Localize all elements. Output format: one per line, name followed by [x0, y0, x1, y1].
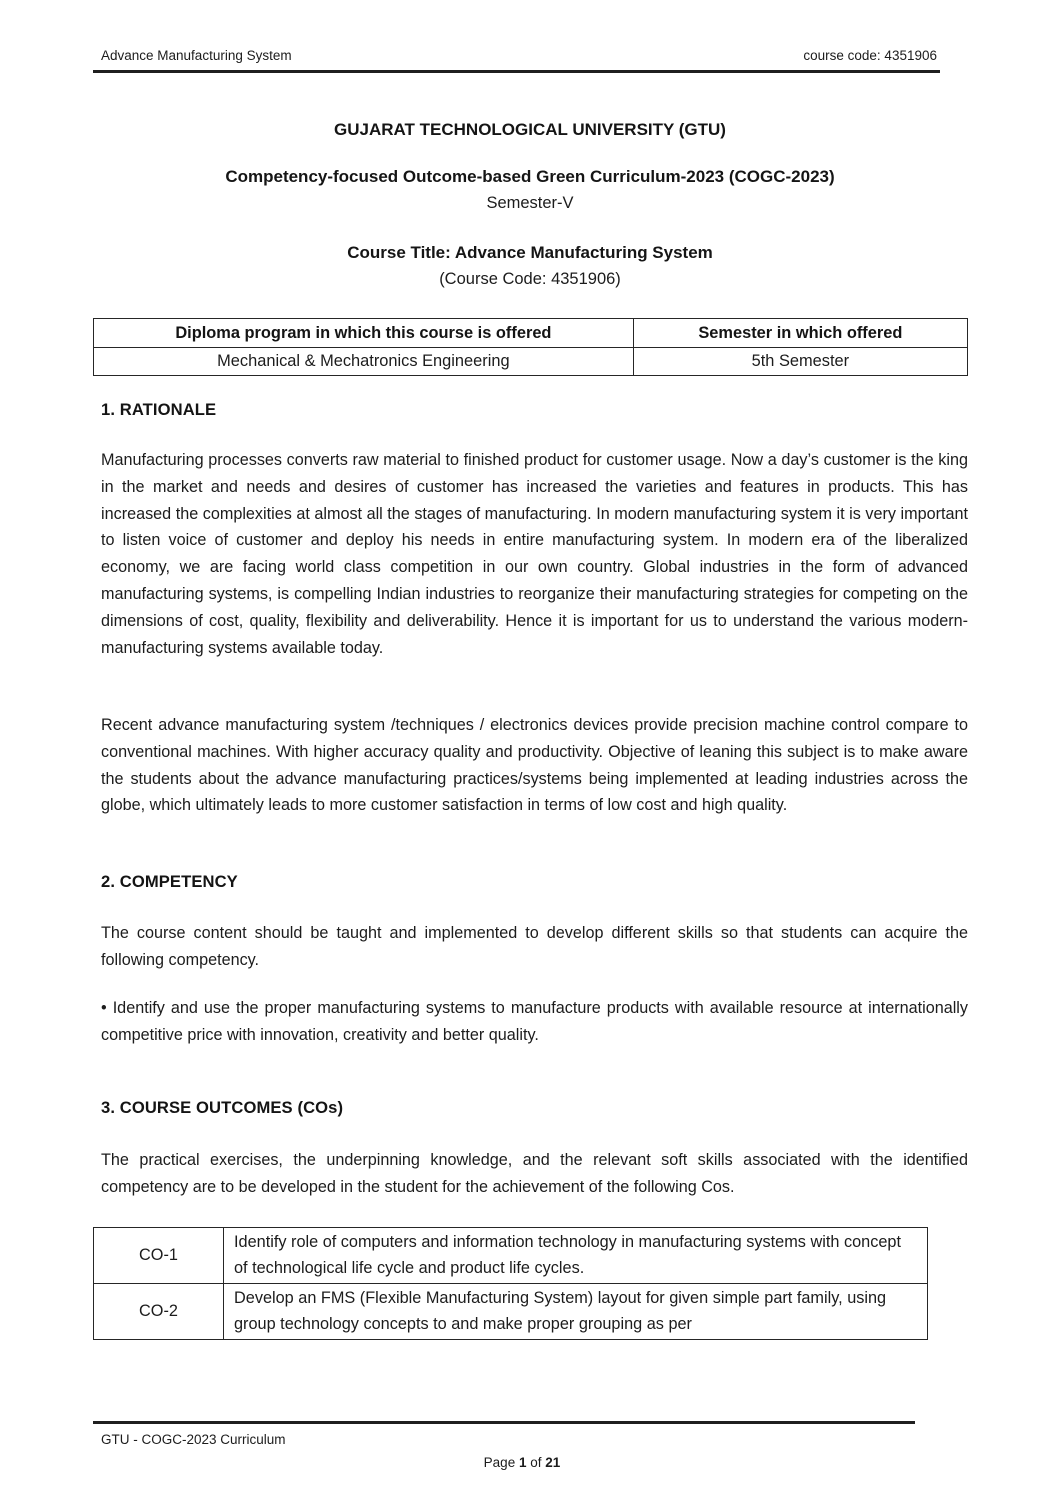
header-document-title: Advance Manufacturing System	[101, 48, 292, 63]
outcomes-intro: The practical exercises, the underpinning knowledge, and the relevant soft skills associated with the identified competency are to be developed in the student for the achievement of the following Cos.	[101, 1151, 968, 1196]
competency-intro: The course content should be taught and implemented to develop different skills so that students can acquire the following competency.	[101, 924, 968, 969]
university-title: GUJARAT TECHNOLOGICAL UNIVERSITY (GTU)	[334, 120, 726, 139]
footer-curriculum-label: GTU - COGC-2023 Curriculum	[101, 1432, 286, 1447]
offer-table-header-semester: Semester in which offered	[633, 319, 967, 348]
curriculum-title: Competency-focused Outcome-based Green Curriculum-2023 (COGC-2023)	[225, 167, 835, 186]
course-title: Course Title: Advance Manufacturing System	[347, 243, 713, 262]
course-outcomes-table	[93, 1227, 928, 1340]
section-heading-outcomes: 3. COURSE OUTCOMES (COs)	[101, 1098, 344, 1117]
page-number: 1	[518, 1455, 527, 1470]
footer-rule	[93, 1421, 915, 1424]
co-description-cell: Develop an FMS (Flexible Manufacturing System) layout for given simple part family, using group technology concepts to and make proper grouping as per	[224, 1284, 928, 1340]
co-table-row	[94, 1284, 928, 1340]
co-code-cell: CO-1	[94, 1228, 224, 1284]
offer-table-data-row	[94, 348, 968, 376]
program-offer-table	[93, 318, 968, 376]
page-total: 21	[545, 1455, 561, 1470]
competency-bullet-text: Identify and use the proper manufacturing systems to manufacture products with available resource at internationally competitive price with innovation, creativity and better quality.	[101, 999, 968, 1044]
page-word: Page	[483, 1455, 516, 1470]
header-course-code: course code: 4351906	[803, 48, 937, 63]
co-description-cell: Identify role of computers and information technology in manufacturing systems with concept of technological life cycle and product life cycles.	[224, 1228, 928, 1284]
rationale-paragraph-1: Manufacturing processes converts raw material to finished product for customer usage. Now a day’s customer is the king in the market and needs and desires of customer has increased the varieties and features in products. This has increased the complexities at almost all the stages of manufacturing. In modern manufacturing system it is very important to listen voice of customer and deploy his needs in entire manufacturing system. In modern era of the liberalized economy, we are facing world class competition in our own country. Global industries in the form of advanced manufacturing systems, is compelling Indian industries to reorganize their manufacturing strategies for competing on the dimensions of cost, quality, flexibility and deliverability. Hence it is important for us to understand the various modern-manufacturing systems available today.	[101, 451, 968, 657]
semester-label: Semester-V	[486, 194, 574, 212]
course-code-label: (Course Code: 4351906)	[439, 270, 621, 288]
header-rule	[93, 70, 940, 73]
co-table-row	[94, 1228, 928, 1284]
rationale-paragraph-2: Recent advance manufacturing system /techniques / electronics devices provide precision machine control compare to conventional machines. With higher accuracy quality and productivity. Objective of leaning this subject is to make aware the students about the advance manufacturing practices/systems being implemented at leading industries across the globe, which ultimately leads to more customer satisfaction in terms of low cost and high quality.	[101, 716, 968, 815]
offer-table-header-row	[94, 319, 968, 348]
offer-table-cell-program: Mechanical & Mechatronics Engineering	[94, 348, 634, 376]
bullet-marker: •	[101, 999, 107, 1017]
offer-table-cell-semester: 5th Semester	[633, 348, 967, 376]
of-word: of	[530, 1455, 542, 1470]
section-heading-competency: 2. COMPETENCY	[101, 872, 238, 891]
competency-bullet-item	[101, 995, 968, 1049]
section-heading-rationale: 1. RATIONALE	[101, 400, 217, 419]
co-code-cell: CO-2	[94, 1284, 224, 1340]
page-number-label	[93, 1455, 951, 1470]
offer-table-header-program: Diploma program in which this course is offered	[94, 319, 634, 348]
